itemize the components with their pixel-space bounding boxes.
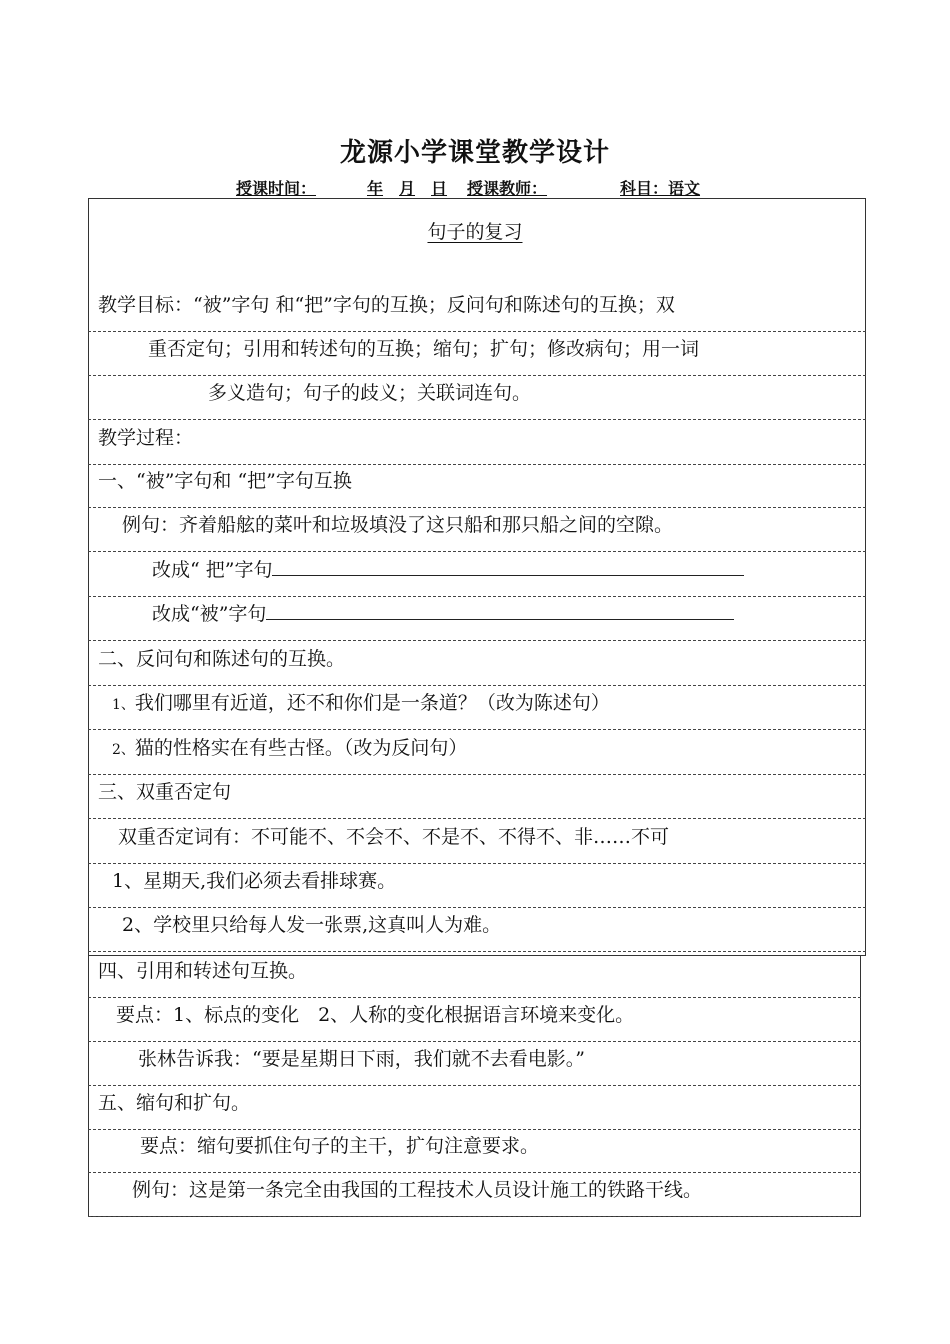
process-label: 教学过程：	[88, 423, 866, 465]
page-title: 龙源小学课堂教学设计	[339, 138, 610, 168]
section-2-question-1	[88, 688, 866, 730]
question-1-number: 1、	[112, 697, 135, 713]
section-3-question-2: 2、学校里只给每人发一张票,这真叫人为难。	[88, 910, 866, 952]
section-5-example: 例句：这是第一条完全由我国的工程技术人员设计施工的铁路干线。	[88, 1175, 861, 1217]
section-1-to-ba	[88, 555, 866, 597]
section-5-title: 五、缩句和扩句。	[88, 1088, 861, 1130]
question-1-text: 我们哪里有近道，还不和你们是一条道？（改为陈述句）	[134, 692, 610, 714]
teacher-label: 授课教师：	[467, 179, 548, 198]
to-bei-label: 改成“被”字句	[152, 603, 267, 625]
subject-label: 科目：语文	[620, 179, 701, 198]
section-2-title: 二、反问句和陈述句的互换。	[88, 644, 866, 686]
section-3-question-1: 1、星期天,我们必须去看排球赛。	[88, 866, 866, 908]
section-1-example: 例句：齐着船舷的菜叶和垃圾填没了这只船和那只船之间的空隙。	[88, 510, 866, 552]
to-ba-label: 改成“ 把”字句	[152, 559, 273, 581]
question-2-text: 猫的性格实在有些古怪。（改为反问句）	[134, 737, 468, 759]
lesson-topic: 句子的复习	[427, 221, 523, 243]
section-1-title: 一、“被”字句和 “把”字句互换	[88, 466, 866, 508]
section-4-title: 四、引用和转述句互换。	[88, 956, 861, 998]
answer-blank-ba[interactable]	[272, 555, 744, 576]
goals-line-2: 重否定句；引用和转述句的互换；缩句；扩句；修改病句；用一词	[88, 334, 866, 376]
section-3-words: 双重否定词有：不可能不、不会不、不是不、不得不、非……不可	[88, 822, 866, 864]
day-label: 日	[431, 179, 448, 198]
question-2-number: 2、	[112, 742, 135, 758]
goals-line-3: 多义造句；句子的歧义；关联词连句。	[88, 378, 866, 420]
goals-line-1: 教学目标：“被”字句 和“把”字句的互换；反问句和陈述句的互换；双	[88, 290, 866, 332]
year-label: 年	[367, 179, 384, 198]
section-5-points: 要点：缩句要抓住句子的主干，扩句注意要求。	[88, 1131, 861, 1173]
section-4-points: 要点：1、标点的变化 2、人称的变化根据语言环境来变化。	[88, 1000, 861, 1042]
month-label: 月	[399, 179, 416, 198]
section-4-example: 张林告诉我：“要是星期日下雨，我们就不去看电影。”	[88, 1044, 861, 1086]
section-3-title: 三、双重否定句	[88, 777, 866, 819]
section-1-to-bei	[88, 599, 866, 641]
lesson-time-label: 授课时间：	[236, 179, 317, 198]
section-2-question-2	[88, 733, 866, 775]
answer-blank-bei[interactable]	[266, 599, 734, 620]
